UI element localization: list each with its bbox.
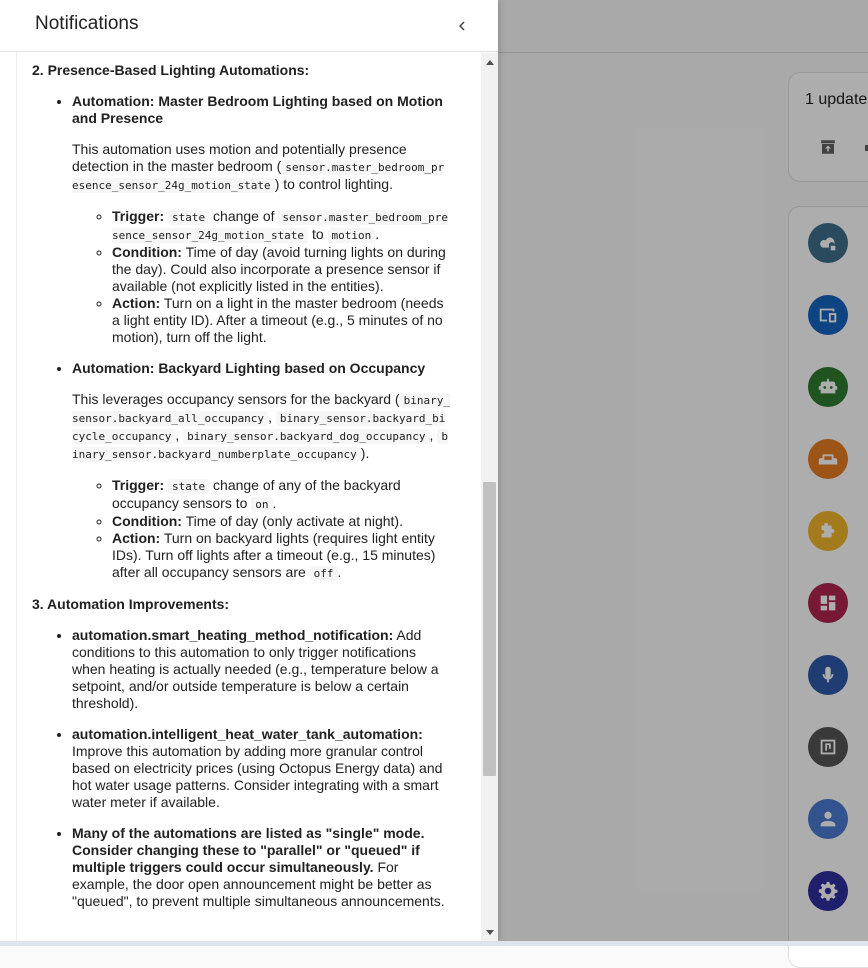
list-item: • automation.intelligent_heat_water_tank_automation: Improve this automation by adding more granular control based on electricity prices (using Octopus Energy data) and hot water usage patterns. Consider integrating with a smart water meter if available.	[72, 726, 450, 811]
chevron-left-icon	[453, 17, 471, 35]
list-item: ◦ Trigger: state change of any of the backyard occupancy sensors to on .	[112, 477, 450, 513]
arrow-down-icon	[486, 930, 494, 936]
list-item: ◦ Condition: Time of day (avoid turning lights on during the day). Could also incorporate a presence sensor if available (not explicitly listed in the entities).	[112, 244, 450, 295]
list-item: ◦ Action: Turn on a light in the master bedroom (needs a light entity ID). After a timeout (e.g., 5 minutes of no motion), turn off the light.	[112, 295, 450, 346]
list-item: ◦ Action: Turn on backyard lights (requires light entity IDs). Turn off lights after a timeout (e.g., 15 minutes) after all occupancy sensors are off .	[112, 530, 450, 582]
list-item: • automation.smart_heating_method_notification: Add conditions to this automation to only trigger notifications when heating is actually needed (e.g., temperature below a setpoint, and/or outside temperature is below a certain threshold).	[72, 627, 450, 712]
updates-text: 1 update	[805, 91, 868, 108]
entity-code: binary_sensor.backyard_dog_occupancy	[183, 429, 429, 444]
entity-code: binary_sensor.backyard_all_occupancy	[72, 394, 450, 425]
entity-code: binary_sensor.backyard_numberplate_occupancy	[72, 430, 448, 461]
notification-content	[32, 62, 450, 924]
section-heading: 3. Automation Improvements:	[32, 596, 230, 612]
list-item: ◦ Condition: Time of day (only activate at night).	[112, 513, 450, 530]
entity-code: state	[168, 479, 209, 494]
entity-code: sensor.master_bedroom_presence_sensor_24g_motion_state	[112, 211, 448, 242]
list-item	[72, 93, 450, 346]
section-presence-lighting	[32, 62, 450, 582]
entity-code: off	[310, 566, 338, 581]
entity-code: state	[168, 210, 209, 225]
automation-title: Automation: Master Bedroom Lighting based on Motion and Presence	[72, 93, 443, 126]
notification-body	[17, 53, 465, 941]
modal-scrim[interactable]	[498, 0, 868, 946]
scroll-up-button[interactable]	[481, 53, 498, 70]
scroll-thumb[interactable]	[483, 482, 496, 776]
drawer-title: Notifications	[35, 13, 139, 34]
list-item: • Many of the automations are listed as "single" mode. Consider changing these to "parallel" or "queued" if multiple triggers could occur simultaneously. For example, the door open announcement might be better as "queued", to prevent multiple simultaneous announcements.	[72, 825, 450, 910]
section-automation-improvements	[32, 596, 450, 910]
entity-code: motion	[328, 228, 376, 243]
list-item	[72, 360, 450, 582]
list-item: ◦ Trigger: state change of sensor.master_bedroom_presence_sensor_24g_motion_state to motion .	[112, 208, 450, 244]
automation-title: Automation: Backyard Lighting based on Occupancy	[72, 360, 426, 376]
vertical-scrollbar[interactable]	[481, 53, 498, 941]
scroll-down-button[interactable]	[481, 924, 498, 941]
bottom-edge	[0, 941, 868, 946]
entity-code: binary_sensor.backyard_bicycle_occupancy	[72, 412, 446, 443]
entity-code: sensor.master_bedroom_presence_sensor_24g_motion_state	[72, 161, 445, 192]
arrow-up-icon	[486, 59, 494, 65]
drawer-header	[0, 0, 498, 52]
automation-description: This automation uses motion and potentially presence detection in the master bedroom ( sensor.master_bedroom_presence_sensor_24g_motion_state ) to control lighting.	[72, 141, 445, 192]
section-heading: 2. Presence-Based Lighting Automations:	[32, 62, 310, 78]
close-drawer-button[interactable]	[448, 12, 476, 40]
entity-code: on	[251, 497, 272, 512]
automation-description: This leverages occupancy sensors for the backyard ( binary_sensor.backyard_all_occupancy , binary_sensor.backyard_bicycle_occupancy , binary_sensor.backyard_dog_occupancy , binary_sensor.backyard_numberplate_occupancy ).	[72, 391, 450, 461]
